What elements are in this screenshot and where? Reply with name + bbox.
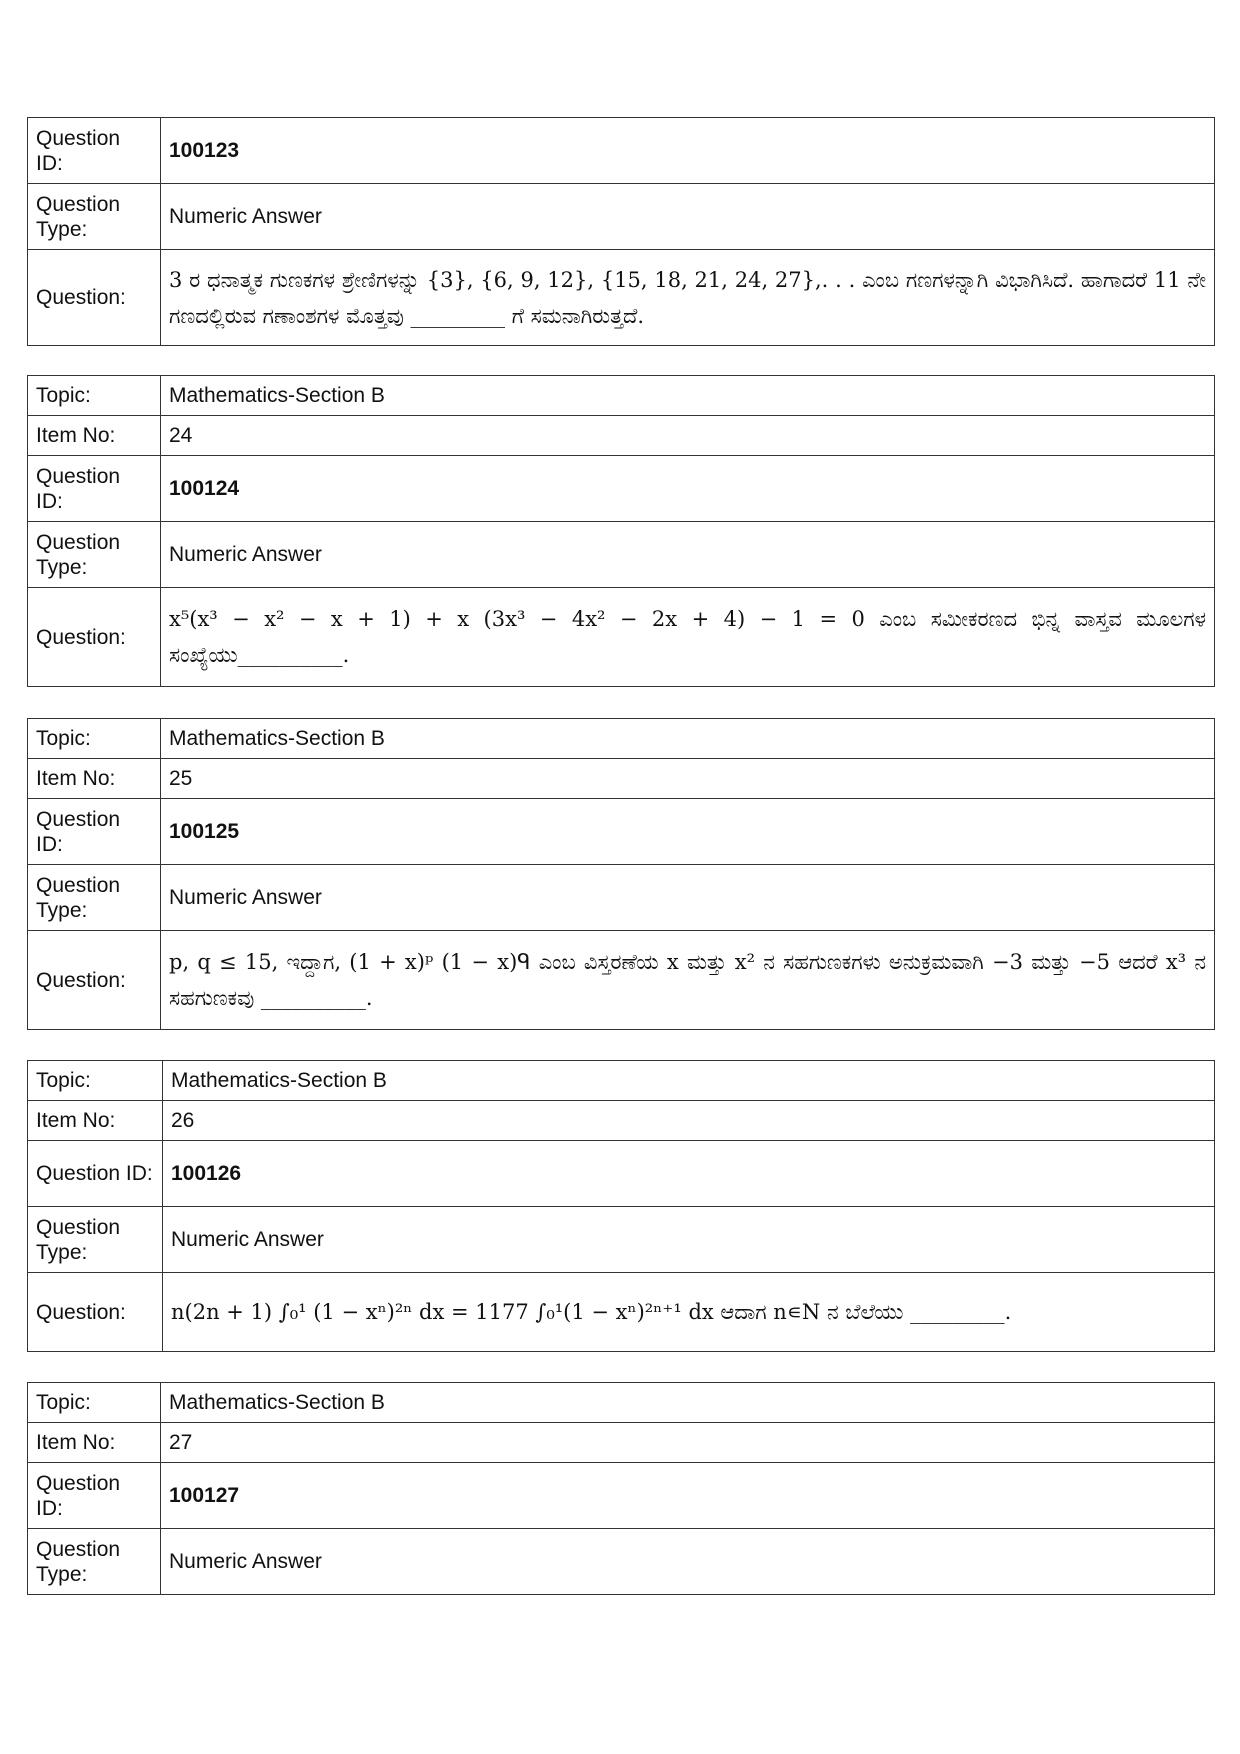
question-type-row bbox=[28, 1207, 1215, 1273]
item-no-value: 27 bbox=[161, 1423, 1215, 1463]
question-row bbox=[28, 250, 1215, 346]
topic-label: Topic: bbox=[28, 376, 161, 416]
question-text: n(2n + 1) ∫₀¹ (1 − xⁿ)²ⁿ dx = 1177 ∫₀¹(1 − xⁿ)²ⁿ⁺¹ dx ಆದಾಗ n∊N ನ ಬೆಲೆಯು _________. bbox=[163, 1273, 1215, 1352]
topic-row bbox=[28, 1061, 1215, 1101]
question-label: Question: bbox=[28, 250, 161, 346]
question-block-100126 bbox=[27, 1060, 1215, 1352]
topic-row bbox=[28, 1383, 1215, 1423]
question-id-value: 100125 bbox=[161, 799, 1215, 865]
question-id-value: 100127 bbox=[161, 1463, 1215, 1529]
item-no-label: Item No: bbox=[28, 416, 161, 456]
question-block-100124 bbox=[27, 375, 1215, 687]
item-no-row bbox=[28, 416, 1215, 456]
question-label: Question: bbox=[28, 588, 161, 687]
question-id-label: Question ID: bbox=[28, 118, 161, 184]
question-text: x⁵(x³ − x² − x + 1) + x (3x³ − 4x² − 2x + 4) − 1 = 0 ಎಂಬ ಸಮೀಕರಣದ ಭಿನ್ನ ವಾಸ್ತವ ಮೂಲಗಳ ಸಂಖ್ಯೆಯು__________. bbox=[161, 588, 1215, 687]
question-id-row bbox=[28, 456, 1215, 522]
question-label: Question: bbox=[28, 931, 161, 1030]
topic-label: Topic: bbox=[28, 1061, 163, 1101]
question-id-label: Question ID: bbox=[28, 1141, 163, 1207]
question-row bbox=[28, 1273, 1215, 1352]
question-type-label: Question Type: bbox=[28, 1529, 161, 1595]
question-text: p, q ≤ 15, ಇದ್ದಾಗ, (1 + x)ᵖ (1 − x)ᑫ ಎಂಬ ವಿಸ್ತರಣೆಯ x ಮತ್ತು x² ನ ಸಹಗುಣಕಗಳು ಅನುಕ್ರಮವಾಗಿ −3 ಮತ್ತು −5 ಆದರೆ x³ ನ ಸಹಗುಣಕವು __________. bbox=[161, 931, 1215, 1030]
item-no-row bbox=[28, 1423, 1215, 1463]
question-type-value: Numeric Answer bbox=[161, 184, 1215, 250]
question-id-value: 100124 bbox=[161, 456, 1215, 522]
question-id-label: Question ID: bbox=[28, 1463, 161, 1529]
question-type-row bbox=[28, 1529, 1215, 1595]
question-id-row bbox=[28, 1141, 1215, 1207]
question-id-row bbox=[28, 1463, 1215, 1529]
item-no-label: Item No: bbox=[28, 1101, 163, 1141]
item-no-value: 26 bbox=[163, 1101, 1215, 1141]
topic-value: Mathematics-Section B bbox=[163, 1061, 1215, 1101]
question-block-100123 bbox=[27, 117, 1215, 346]
question-type-value: Numeric Answer bbox=[161, 1529, 1215, 1595]
question-id-label: Question ID: bbox=[28, 456, 161, 522]
question-type-row bbox=[28, 522, 1215, 588]
item-no-row bbox=[28, 759, 1215, 799]
topic-label: Topic: bbox=[28, 719, 161, 759]
item-no-value: 25 bbox=[161, 759, 1215, 799]
item-no-label: Item No: bbox=[28, 1423, 161, 1463]
item-no-row bbox=[28, 1101, 1215, 1141]
question-type-row bbox=[28, 184, 1215, 250]
question-type-value: Numeric Answer bbox=[163, 1207, 1215, 1273]
question-id-value: 100123 bbox=[161, 118, 1215, 184]
item-no-value: 24 bbox=[161, 416, 1215, 456]
question-text: 3 ರ ಧನಾತ್ಮಕ ಗುಣಕಗಳ ಶ್ರೇಣಿಗಳನ್ನು {3}, {6, 9, 12}, {15, 18, 21, 24, 27},. . . ಎಂಬ ಗಣಗಳನ್ನಾಗಿ ವಿಭಾಗಿಸಿದೆ. ಹಾಗಾದರೆ 11 ನೇ ಗಣದಲ್ಲಿರುವ ಗಣಾಂಶಗಳ ಮೊತ್ತವು _________ ಗೆ ಸಮನಾಗಿರುತ್ತದೆ. bbox=[161, 250, 1215, 346]
topic-row bbox=[28, 376, 1215, 416]
question-block-100125 bbox=[27, 718, 1215, 1030]
question-block-100127 bbox=[27, 1382, 1215, 1595]
question-type-value: Numeric Answer bbox=[161, 522, 1215, 588]
question-id-value: 100126 bbox=[163, 1141, 1215, 1207]
question-row bbox=[28, 931, 1215, 1030]
topic-value: Mathematics-Section B bbox=[161, 1383, 1215, 1423]
question-label: Question: bbox=[28, 1273, 163, 1352]
question-type-label: Question Type: bbox=[28, 1207, 163, 1273]
question-type-row bbox=[28, 865, 1215, 931]
question-id-label: Question ID: bbox=[28, 799, 161, 865]
topic-row bbox=[28, 719, 1215, 759]
question-type-label: Question Type: bbox=[28, 522, 161, 588]
question-id-row bbox=[28, 799, 1215, 865]
topic-label: Topic: bbox=[28, 1383, 161, 1423]
topic-value: Mathematics-Section B bbox=[161, 719, 1215, 759]
question-type-value: Numeric Answer bbox=[161, 865, 1215, 931]
question-id-row bbox=[28, 118, 1215, 184]
item-no-label: Item No: bbox=[28, 759, 161, 799]
question-type-label: Question Type: bbox=[28, 865, 161, 931]
topic-value: Mathematics-Section B bbox=[161, 376, 1215, 416]
question-type-label: Question Type: bbox=[28, 184, 161, 250]
question-row bbox=[28, 588, 1215, 687]
